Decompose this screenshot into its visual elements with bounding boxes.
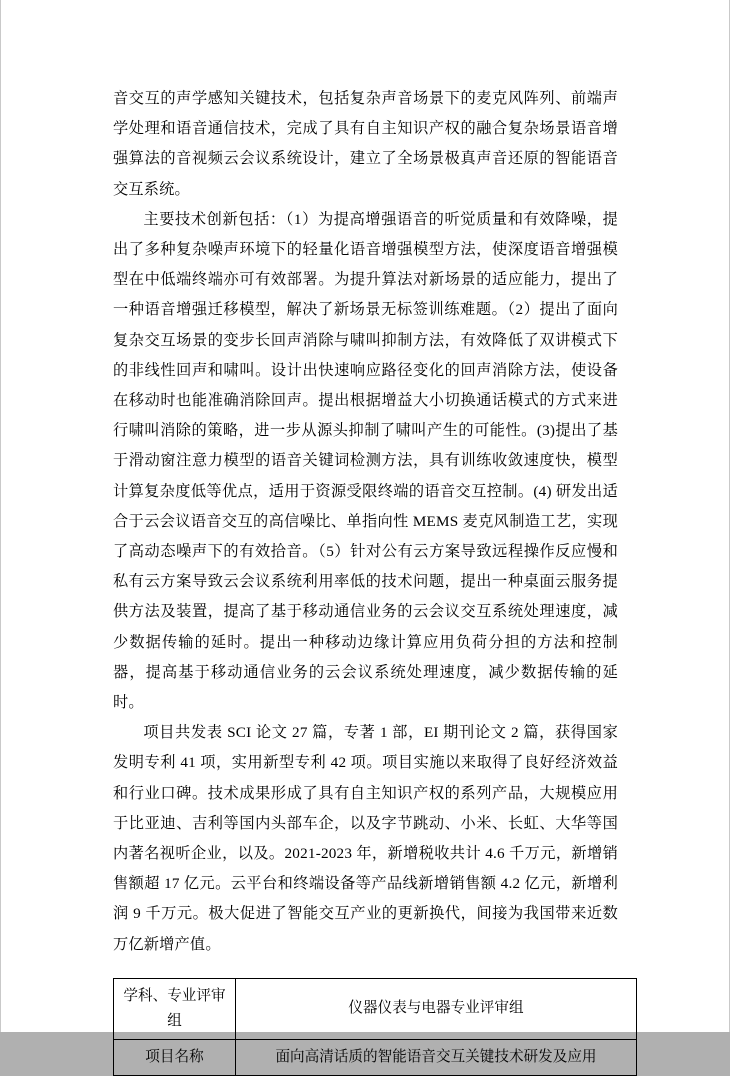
table-row <box>114 978 637 1039</box>
project-info-table <box>113 978 637 1076</box>
review-group-value: 仪器仪表与电器专业评审组 <box>236 978 637 1039</box>
paragraph-3: 项目共发表 SCI 论文 27 篇，专著 1 部，EI 期刊论文 2 篇，获得国家发明专利 41 项，实用新型专利 42 项。项目实施以来取得了良好经济效益和行业口碑。技术成果形成了具有自主知识产权的系列产品，大规模应用于比亚迪、吉利等国内头部车企，以及字节跳动、小米、长虹、大华等国内著名视听企业，以及。2021-2023 年，新增税收共计 4.6 千万元，新增销售额超 17 亿元。云平台和终端设备等产品线新增销售额 4.2 亿元，新增利润 9 千万元。极大促进了智能交互产业的更新换代，间接为我国带来近数万亿新增产值。 <box>113 724 618 953</box>
page-edge-left <box>0 0 1 1032</box>
paragraph-1: 音交互的声学感知关键技术，包括复杂声音场景下的麦克风阵列、前端声学处理和语音通信技术，完成了具有自主知识产权的融合复杂场景语音增强算法的音视频云会议系统设计，建立了全场景极真声音还原的智能语音交互系统。 <box>113 90 618 198</box>
project-name-value: 面向高清话质的智能语音交互关键技术研发及应用 <box>236 1039 637 1075</box>
document-content <box>113 84 618 1076</box>
project-name-label: 项目名称 <box>114 1039 236 1075</box>
paragraph-2: 主要技术创新包括：（1）为提高增强语音的听觉质量和有效降噪，提出了多种复杂噪声环境下的轻量化语音增强模型方法，使深度语音增强模型在中低端终端亦可有效部署。为提升算法对新场景的适应能力，提出了一种语音增强迁移模型，解决了新场景无标签训练难题。（2）提出了面向复杂交互场景的变步长回声消除与啸叫抑制方法，有效降低了双讲模式下的非线性回声和啸叫。设计出快速响应路径变化的回声消除方法，使设备在移动时也能准确消除回声。提出根据增益大小切换通话模式的方式来进行啸叫消除的策略，进一步从源头抑制了啸叫产生的可能性。(3)提出了基于滑动窗注意力模型的语音关键词检测方法，具有训练收敛速度快，模型计算复杂度低等优点，适用于资源受限终端的语音交互控制。(4) 研发出适合于云会议语音交互的高信噪比、单指向性 MEMS 麦克风制造工艺，实现了高动态噪声下的有效拾音。（5）针对公有云方案导致远程操作反应慢和私有云方案导致云会议系统利用率低的技术问题，提出一种桌面云服务提供方法及装置，提高了基于移动通信业务的云会议交互系统处理速度，减少数据传输的延时。提出一种移动边缘计算应用负荷分担的方法和控制器，提高基于移动通信业务的云会议系统处理速度，减少数据传输的延时。 <box>113 210 618 712</box>
table-row <box>114 1039 637 1075</box>
review-group-label: 学科、专业评审组 <box>114 978 236 1039</box>
